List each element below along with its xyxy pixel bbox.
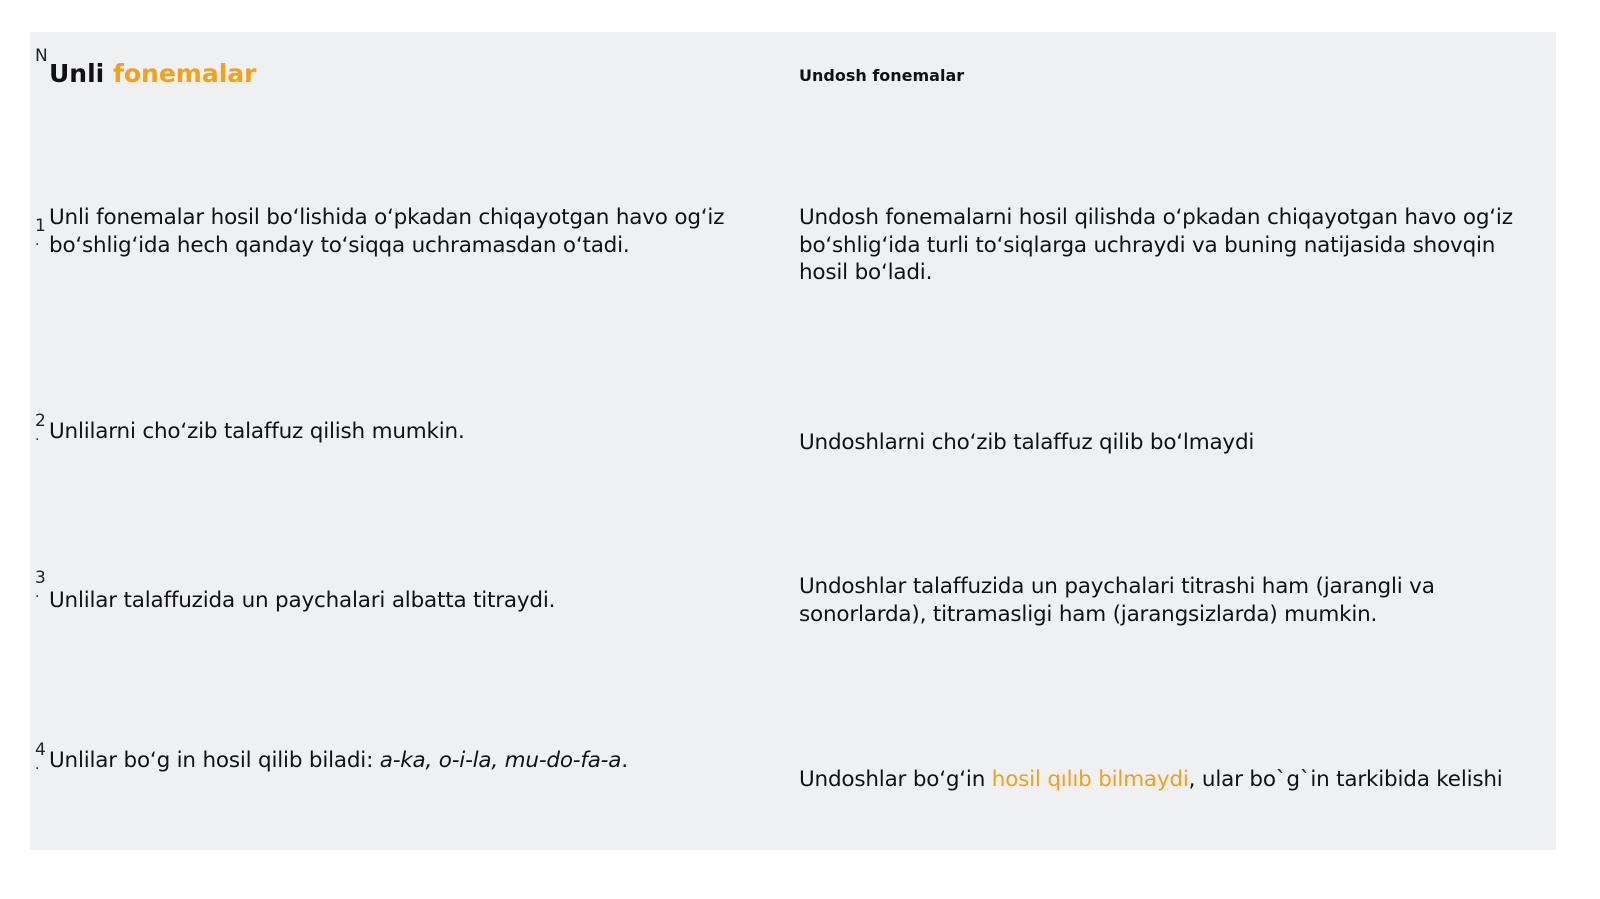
row-2-left-text: Unlilarni cho‘zib talaffuz qilish mumkin. (49, 419, 465, 444)
row-number-1: 1 . (35, 216, 46, 249)
left-title-highlight: fonemalar (112, 59, 257, 88)
slide-table (30, 32, 1556, 850)
number-column-header: N (35, 46, 48, 66)
row-3-right-text: Undoshlar talaffuzida un paychalari titrashi ham (jarangli va sonorlarda), titramasligi ham (jarangsizlarda) mumkin. (799, 574, 1435, 627)
row-2-right-text: Undoshlarni cho‘zib talaffuz qilib bo‘lmaydi (799, 430, 1255, 455)
syllable-examples: a-ka, o-i-la, mu-do-fa-a (379, 748, 622, 773)
row-number-3: 3 . (35, 568, 46, 601)
highlighted-phrase: hosil qılıb bilmaydi (991, 767, 1189, 792)
row-1-left-text: Unli fonemalar hosil bo‘lishida o‘pkadan chiqayotgan havo og‘iz bo‘shlig‘ida hech qanday to‘siqqa uchramasdan o‘tadi. (49, 205, 725, 258)
row-4-left-text: Unlilar bo‘g in hosil qilib biladi: a-ka, o-i-la, mu-do-fa-a. (49, 748, 628, 773)
row-3-left-text: Unlilar talaffuzida un paychalari albatta titraydi. (49, 588, 556, 613)
row-number-2: 2 . (35, 411, 46, 444)
row-number-4: 4 . (35, 740, 46, 773)
left-title-word: Unli (49, 59, 105, 88)
right-column-title: Undosh fonemalar (799, 66, 965, 85)
left-column-title (49, 59, 769, 89)
row-1-right-text: Undosh fonemalarni hosil qilishda o‘pkadan chiqayotgan havo og‘iz bo‘shlig‘ida turli to‘siqlarga uchraydi va buning natijasida shovqin hosil bo‘ladi. (799, 205, 1513, 285)
row-4-right-text: Undoshlar bo‘g‘in hosil qılıb bilmaydi, ular bo`g`in tarkibida kelishi (799, 767, 1503, 792)
